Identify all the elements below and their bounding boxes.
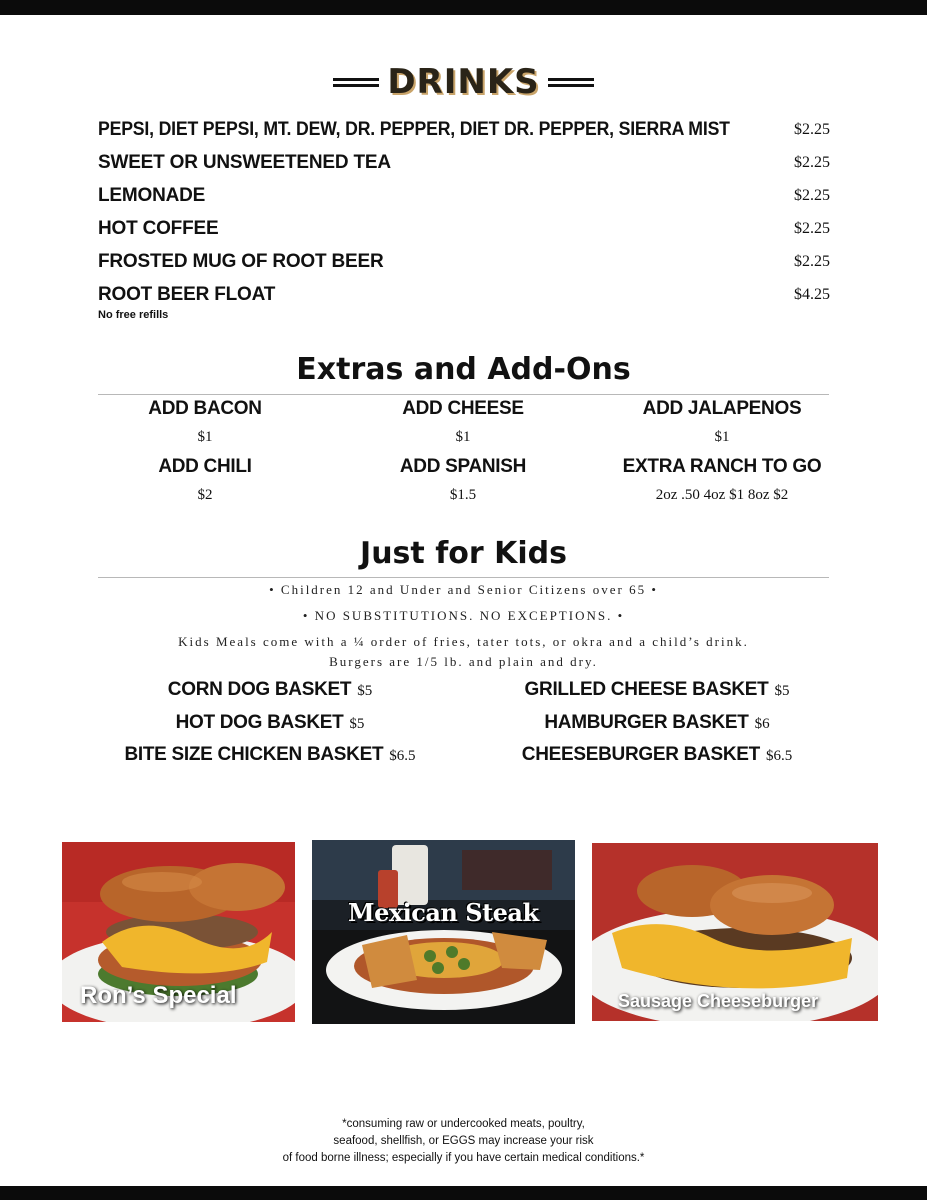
- drink-name: SWEET OR UNSWEETENED TEA: [98, 152, 391, 173]
- drink-price: $2.25: [794, 121, 830, 138]
- kids-item-price: $6.5: [389, 748, 416, 764]
- drink-name: LEMONADE: [98, 185, 206, 206]
- kids-item-price: $5: [349, 716, 365, 732]
- drink-price: $4.25: [794, 286, 830, 303]
- kids-item-price: $6: [754, 716, 770, 732]
- drink-price: $2.25: [794, 187, 830, 204]
- heading-rule-right: [548, 78, 594, 87]
- kids-item-price: $5: [774, 683, 790, 699]
- drink-price: $2.25: [794, 220, 830, 237]
- drink-item: [98, 185, 830, 215]
- addon-name: EXTRA RANCH TO GO: [622, 456, 822, 477]
- drink-item: [98, 284, 830, 314]
- drinks-note: No free refills: [98, 309, 169, 321]
- drink-name: HOT COFFEE: [98, 218, 219, 239]
- kids-menu-item: [487, 712, 827, 734]
- addon-price: $1.5: [449, 487, 477, 503]
- health-disclaimer: [0, 1116, 927, 1167]
- disclaimer-line: seafood, shellfish, or EGGS may increase your risk: [333, 1135, 594, 1147]
- kids-eligibility: • Children 12 and Under and Senior Citizens over 65 •: [269, 582, 658, 597]
- kids-item-name: HOT DOG BASKET: [175, 712, 344, 733]
- photo-caption: Sausage Cheeseburger: [618, 991, 819, 1011]
- addon-name: ADD CHILI: [158, 456, 252, 477]
- addon-price: $1: [197, 429, 213, 445]
- addon-item: [602, 456, 842, 504]
- addon-price: $1: [455, 429, 471, 445]
- kids-menu-item: [100, 712, 440, 734]
- drink-item: [98, 119, 830, 149]
- disclaimer-line: of food borne illness; especially if you have certain medical conditions.*: [282, 1152, 645, 1164]
- kids-item-price: $5: [357, 683, 373, 699]
- disclaimer-line: *consuming raw or undercooked meats, poultry,: [342, 1118, 585, 1130]
- kids-menu-item: [487, 744, 827, 766]
- addon-item: [85, 398, 325, 446]
- drinks-title: DRINKS: [387, 62, 540, 102]
- drink-name: ROOT BEER FLOAT: [98, 284, 276, 305]
- addon-item: [343, 398, 583, 446]
- kids-menu-item: [487, 679, 827, 701]
- photo-mexican-steak: [312, 840, 575, 1024]
- extras-title: Extras and Add-Ons: [296, 352, 631, 387]
- addon-name: ADD SPANISH: [399, 456, 527, 477]
- kids-policy: • NO SUBSTITUTIONS. NO EXCEPTIONS. •: [302, 608, 625, 623]
- photo-caption: Mexican Steak: [348, 898, 539, 927]
- kids-menu-item: [100, 679, 440, 701]
- drink-price: $2.25: [794, 253, 830, 270]
- heading-rule-left: [333, 78, 379, 87]
- top-border-bar: [0, 0, 927, 15]
- drink-name: PEPSI, DIET PEPSI, MT. DEW, DR. PEPPER, DIET DR. PEPPER, SIERRA MIST: [98, 119, 730, 140]
- photo-caption: Ron’s Special: [80, 982, 237, 1009]
- kids-item-price: $6.5: [765, 748, 793, 764]
- addon-name: ADD BACON: [148, 398, 262, 419]
- bottom-border-bar: [0, 1186, 927, 1200]
- drink-item: [98, 251, 830, 281]
- addon-price: $1: [714, 429, 730, 445]
- addon-item: [85, 456, 325, 504]
- kids-item-name: GRILLED CHEESE BASKET: [524, 679, 769, 700]
- drink-item: [98, 152, 830, 182]
- kids-item-name: HAMBURGER BASKET: [544, 712, 749, 733]
- addon-item: [602, 398, 842, 446]
- kids-item-name: CHEESEBURGER BASKET: [521, 744, 760, 765]
- kids-meal-info: Kids Meals come with a ¼ order of fries, tater tots, or okra and a child’s drink.: [178, 634, 749, 649]
- addon-name: ADD JALAPENOS: [642, 398, 802, 419]
- steak-photo-illustration: [312, 840, 575, 1024]
- photo-sausage-cheeseburger: [592, 843, 878, 1021]
- addon-name: ADD CHEESE: [402, 398, 524, 419]
- addon-price: $2: [197, 487, 213, 503]
- kids-item-name: BITE SIZE CHICKEN BASKET: [124, 744, 384, 765]
- extras-divider: [98, 394, 829, 395]
- drink-item: [98, 218, 830, 248]
- drink-name: FROSTED MUG OF ROOT BEER: [98, 251, 384, 272]
- drinks-heading: [0, 62, 927, 102]
- addon-item: [343, 456, 583, 504]
- kids-burger-info: Burgers are 1/5 lb. and plain and dry.: [329, 654, 598, 669]
- kids-menu-item: [100, 744, 440, 766]
- kids-item-name: CORN DOG BASKET: [167, 679, 352, 700]
- photo-rons-special: [62, 842, 295, 1022]
- kids-title: Just for Kids: [360, 536, 567, 571]
- kids-divider: [98, 577, 829, 578]
- addon-price: 2oz .50 4oz $1 8oz $2: [655, 487, 789, 503]
- drink-price: $2.25: [794, 154, 830, 171]
